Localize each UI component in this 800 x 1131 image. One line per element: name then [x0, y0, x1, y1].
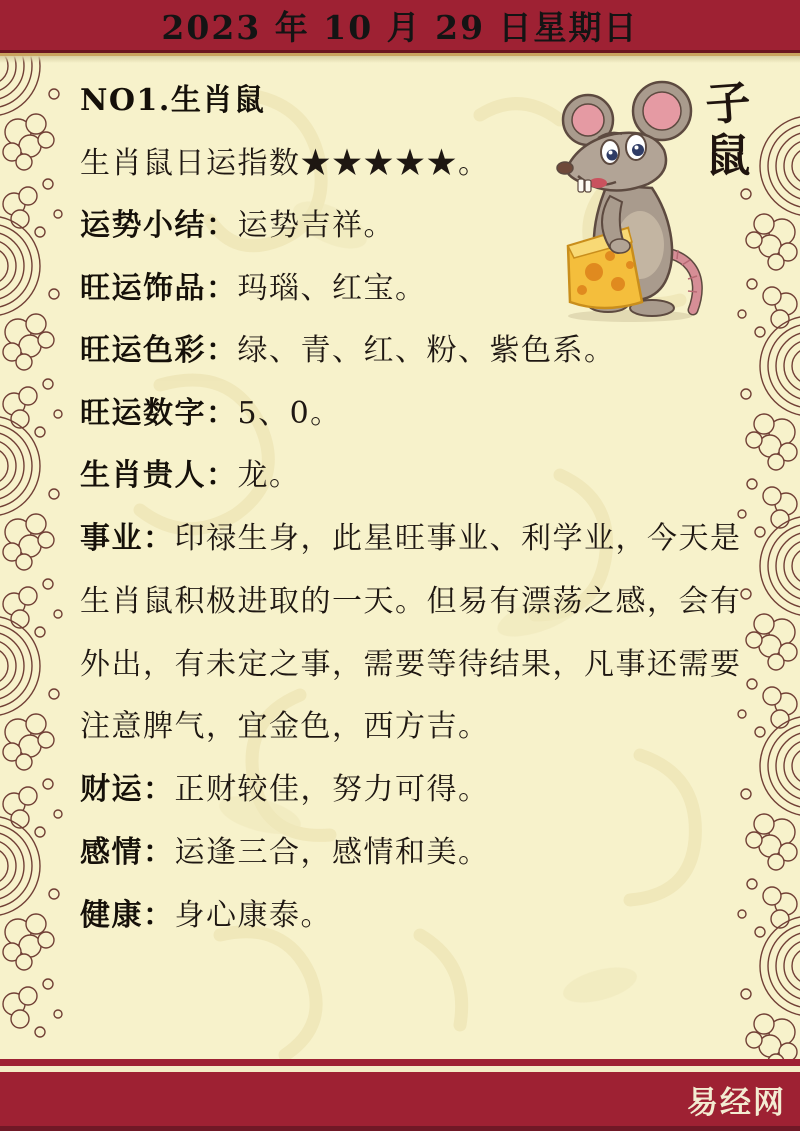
zodiac-seal-zi: 子: [703, 75, 753, 132]
zodiac-seal-shu: 鼠: [705, 129, 751, 182]
header-divider-gold: [0, 53, 800, 56]
date-title: 2023 年 10 月 29 日星期日: [161, 7, 639, 47]
header-shadow: [0, 56, 800, 63]
footer-bar: [0, 1072, 800, 1131]
fortune-line-career-2: 生肖鼠积极进取的一天。但易有漂荡之感，会有: [80, 584, 742, 619]
fortune-line-career-3: 外出，有未定之事，需要等待结果，凡事还需要: [80, 647, 742, 682]
site-watermark: 易经网: [687, 1084, 786, 1121]
fortune-line-stars: 生肖鼠日运指数★★★★★。: [80, 146, 490, 181]
fortune-line-health: 健康：身心康泰。: [80, 898, 332, 933]
header-bar: [0, 0, 800, 50]
fortune-line-rank: NO1.生肖鼠: [80, 83, 266, 118]
fortune-line-wealth: 财运：正财较佳，努力可得。: [80, 772, 490, 807]
fortune-line-summary: 运势小结：运势吉祥。: [80, 208, 395, 243]
fortune-line-accessory: 旺运饰品：玛瑙、红宝。: [80, 271, 427, 306]
fortune-line-career-1: 事业：印禄生身，此星旺事业、利学业，今天是: [80, 521, 742, 556]
fortune-line-numbers: 旺运数字：5、0。: [80, 396, 342, 431]
fortune-line-colors: 旺运色彩：绿、青、红、粉、紫色系。: [80, 333, 616, 368]
footer-stripe: [0, 1059, 800, 1066]
fortune-line-benefactor: 生肖贵人：龙。: [80, 458, 301, 493]
fortune-line-career-4: 注意脾气，宜金色，西方吉。: [80, 709, 490, 744]
fortune-line-love: 感情：运逢三合，感情和美。: [80, 835, 490, 870]
